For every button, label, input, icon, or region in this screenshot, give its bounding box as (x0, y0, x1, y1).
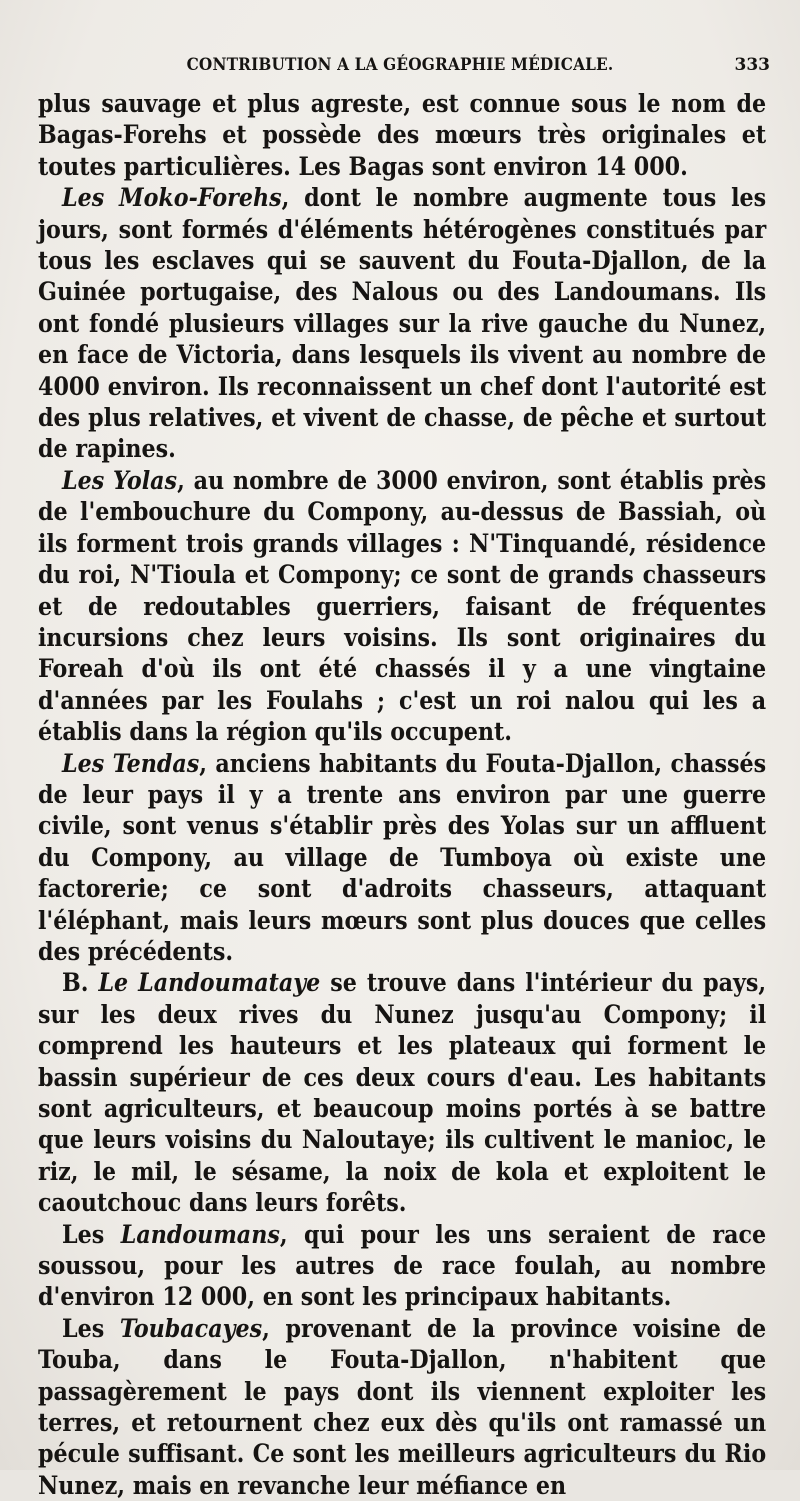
paragraph-lead: Les (61, 1219, 121, 1249)
section-letter: B. (61, 968, 99, 998)
paragraph-text: , dont le nombre augmente tous les jours, sont formés d'éléments hétérogènes constitués par tous les esclaves qui se sauvent du Fouta-Djallon, de la Guinée portugaise, des Nalous ou des Landoumans. Ils ont fondé plusieurs villages sur la rive gauche du Nunez, en face de Victoria, dans lesquels ils vivent au nombre de 4000 environ. Ils reconnaissent un chef dont l'autorité est des plus relatives, et vivent de chasse, de pêche et surtout de rapines. (38, 183, 767, 464)
paragraph-text: , au nombre de 3000 environ, sont établis près de l'embouchure du Compony, au-dessus de Bassiah, où ils forment trois grands villages : N'Tinquandé, résidence du roi, N'Tioula et Compony; ce sont de grands chasseurs et de redoutables guerriers, faisant de fréquentes incursions chez leurs voisins. Ils sont originaires du Foreah d'où ils ont été chassés il y a une vingtaine d'années par les Foulahs ; c'est un roi nalou qui les a établis dans la région qu'ils occupent. (38, 465, 767, 747)
paragraph-yolas (38, 465, 766, 748)
paragraph-heading: Toubacayes (119, 1313, 263, 1343)
paragraph-landoumataye (38, 967, 766, 1218)
page-number: 333 (734, 55, 770, 75)
paragraph-heading: Les Yolas (61, 465, 178, 495)
body-text (38, 88, 766, 1501)
paragraph-heading: Landoumans (120, 1219, 280, 1249)
paragraph-lead: Les (61, 1313, 120, 1343)
paragraph-text: plus sauvage et plus agreste, est connue sous le nom de Bagas-Forehs et possède des mœurs très originales et toutes particulières. Les Bagas sont environ 14 000. (38, 89, 767, 181)
paragraph-heading: Le Landoumataye (98, 968, 321, 998)
paragraph-text: se trouve dans l'intérieur du pays, sur les deux rives du Nunez jusqu'au Compony; il comprend les hauteurs et les plateaux qui forment le bassin supérieur de ces deux cours d'eau. Les habitants sont agriculteurs, et beaucoup moins portés à se battre que leurs voisins du Naloutaye; ils cultivent le manioc, le riz, le mil, le sésame, la noix de kola et exploitent le caoutchouc dans leurs forêts. (38, 968, 767, 1218)
paragraph-text: , provenant de la province voisine de Touba, dans le Fouta-Djallon, n'habitent que passagèrement le pays dont ils viennent exploiter les terres, et retournent chez eux dès qu'ils ont ramassé un pécule suffisant. Ce sont les meilleurs agriculteurs du Rio Nunez, mais en revanche leur méfiance en (38, 1313, 767, 1500)
paragraph-landoumans (38, 1219, 766, 1313)
paragraph-text: , anciens habitants du Fouta-Djallon, chassés de leur pays il y a trente ans environ par une guerre civile, sont venus s'établir près des Yolas sur un affluent du Compony, au village de Tumboya où existe une factorerie; ce sont d'adroits chasseurs, attaquant l'éléphant, mais leurs mœurs sont plus douces que celles des précédents. (38, 748, 767, 966)
paragraph-tendas (38, 748, 766, 968)
paragraph-heading: Les Tendas (61, 748, 200, 778)
running-title: CONTRIBUTION A LA GÉOGRAPHIE MÉDICALE. (186, 55, 614, 75)
text-column (38, 88, 766, 1501)
paragraph-toubacayes (38, 1313, 766, 1501)
paragraph-bagas (38, 88, 766, 182)
paragraph-moko-forehs (38, 182, 766, 465)
paragraph-heading: Les Moko-Forehs (61, 183, 282, 213)
paragraph-text: , qui pour les uns seraient de race soussou, pour les autres de race foulah, au nombre d'environ 12 000, en sont les principaux habitants. (38, 1219, 767, 1312)
page-header (0, 55, 800, 85)
